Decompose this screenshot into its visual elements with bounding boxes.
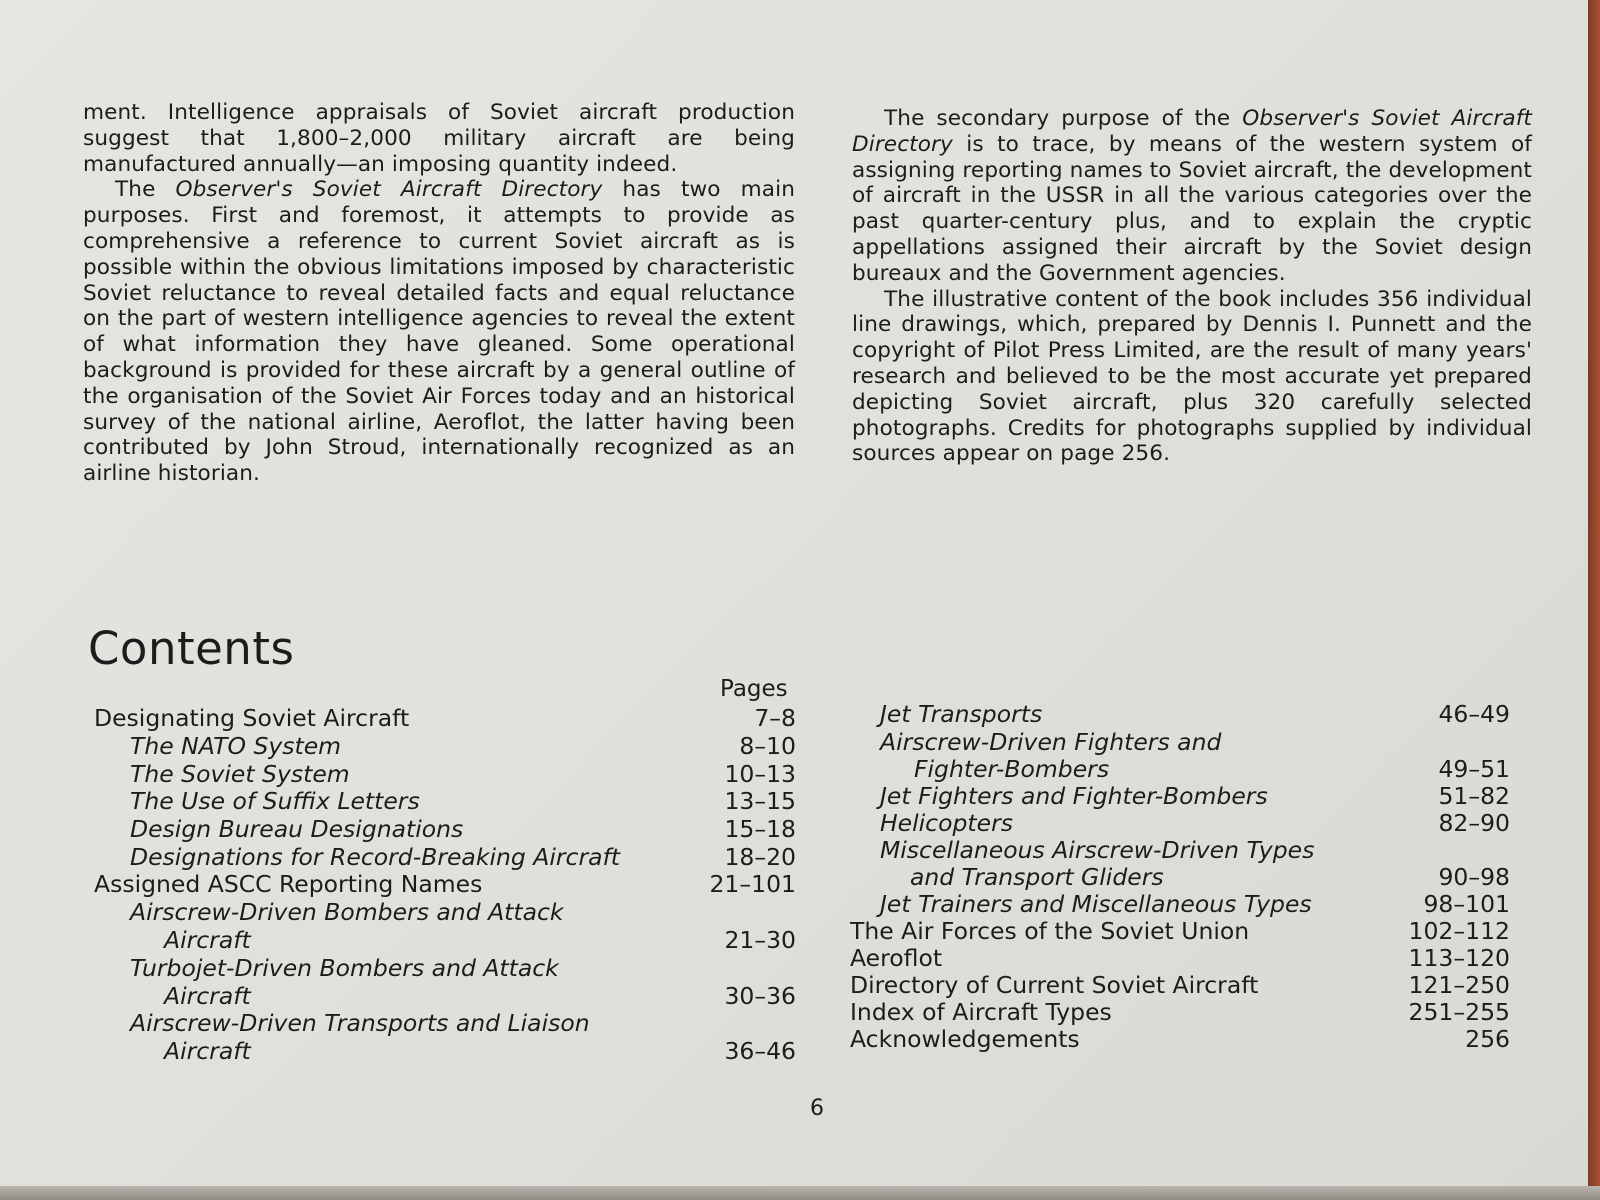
page-number: 6 [810,1096,824,1121]
toc-entry-title: Jet Transports [880,700,1043,728]
toc-entry-title: The Use of Suffix Letters [130,787,420,815]
toc-entry-pages: 82–90 [1438,809,1510,837]
toc-right-column [850,700,1510,1070]
toc-entry-title: Aircraft [164,982,251,1010]
toc-entry [94,760,796,788]
toc-entry-pages: 90–98 [1438,863,1510,891]
right-paragraph-1-rest: is to trace, by means of the western system of assigning reporting names to Soviet aircraft, the development of aircraft in the USSR in all the various categories over the past quarter-century plus, and to explain the cryptic appellations assigned their aircraft by the Soviet design bureaux and the Government agencies. [852,131,1532,286]
book-title-italic: Observer's Soviet Aircraft Directory [175,177,603,203]
toc-entry-title: Designating Soviet Aircraft [94,704,410,732]
left-text-column [83,100,795,487]
toc-entry [94,982,796,1010]
toc-entry-title: Designations for Record-Breaking Aircraft [130,843,620,871]
toc-entry [850,917,1510,945]
toc-entry-title: Design Bureau Designations [130,815,464,843]
left-paragraph-2-rest: has two main purposes. First and foremost, it attempts to provide as comprehensive a reference to current Soviet aircraft as is possible within the obvious limitations imposed by characteristic Soviet reluctance to reveal detailed facts and equal reluctance on the part of western intelligence agencies to reveal the extent of what information they have gleaned. Some operational background is provided for these aircraft by a general outline of the organisation of the Soviet Air Forces today and an historical survey of the national airline, Aeroflot, the latter having been contributed by John Stroud, internationally recognized as an airline historian. [83,177,795,487]
toc-entry-pages: 15–18 [724,815,796,843]
toc-entry-title: Aircraft [164,1037,251,1065]
toc-entry-pages: 21–101 [709,870,796,898]
toc-entry [850,782,1510,810]
toc-entry-title: Airscrew-Driven Fighters and [880,728,1222,756]
toc-entry-pages: 113–120 [1408,944,1510,972]
toc-entry [94,898,796,926]
left-paragraph-2 [83,177,795,487]
toc-entry [94,787,796,815]
toc-entry-pages: 51–82 [1438,782,1510,810]
toc-entry [94,843,796,871]
toc-entry-pages: 49–51 [1438,755,1510,783]
toc-entry [850,809,1510,837]
toc-entry-pages: 46–49 [1438,700,1510,728]
toc-entry-pages: 121–250 [1408,971,1510,999]
toc-entry [94,870,796,898]
toc-entry-pages: 7–8 [754,704,796,732]
toc-entry-title: The NATO System [130,732,342,760]
right-text-column [852,106,1532,467]
toc-entry-title: Miscellaneous Airscrew-Driven Types [880,836,1315,864]
toc-entry [850,971,1510,999]
toc-entry-pages: 256 [1465,1025,1510,1053]
toc-entry-title: Jet Trainers and Miscellaneous Types [880,890,1312,918]
toc-entry-pages: 13–15 [724,787,796,815]
toc-entry-pages: 98–101 [1423,890,1510,918]
toc-entry-title: Acknowledgements [850,1025,1080,1053]
contents-heading: Contents [88,622,295,675]
toc-entry-title: Assigned ASCC Reporting Names [94,870,483,898]
toc-entry [94,732,796,760]
toc-entry-title: Turbojet-Driven Bombers and Attack [130,954,559,982]
toc-entry-pages: 102–112 [1408,917,1510,945]
toc-entry-title: Directory of Current Soviet Aircraft [850,971,1259,999]
toc-entry [850,863,1510,891]
toc-entry [850,728,1510,756]
toc-entry-pages: 21–30 [724,926,796,954]
toc-entry-title: Fighter-Bombers [914,755,1110,783]
right-paragraph-1-lead: The secondary purpose of the [884,106,1243,131]
right-paragraph-1 [852,106,1532,287]
toc-entry-title: Index of Aircraft Types [850,998,1112,1026]
right-paragraph-2: The illustrative content of the book includes 356 individual line drawings, which, prepared by Dennis I. Punnett and the copyright of Pilot Press Limited, are the result of many years' research and believed to be the most accurate yet prepared depicting Soviet aircraft, plus 320 carefully selected photographs. Credits for photographs supplied by individual sources appear on page 256. [852,286,1532,467]
toc-entry [850,944,1510,972]
toc-entry-title: Airscrew-Driven Transports and Liaison [130,1009,590,1037]
toc-entry-pages: 251–255 [1408,998,1510,1026]
left-paragraph-2-lead: The [115,177,176,203]
toc-entry [94,1037,796,1065]
toc-entry-title: The Air Forces of the Soviet Union [850,917,1250,945]
toc-entry-title: Airscrew-Driven Bombers and Attack [130,898,564,926]
toc-entry [94,704,796,732]
book-title-italic: Observer's Soviet Aircraft Directory [852,106,1532,157]
toc-entry [850,755,1510,783]
toc-entry-title: Aircraft [164,926,251,954]
book-binding-edge [1588,0,1600,1200]
toc-entry [850,998,1510,1026]
toc-entry-pages: 10–13 [724,760,796,788]
toc-entry-pages: 30–36 [724,982,796,1010]
left-paragraph-1: ment. Intelligence appraisals of Soviet aircraft production suggest that 1,800–2,000 military aircraft are being manufactured annually—an imposing quantity indeed. [83,100,795,177]
toc-entry [850,700,1510,728]
toc-entry [850,890,1510,918]
toc-entry [850,836,1510,864]
toc-entry-pages: 8–10 [739,732,796,760]
toc-entry-title: Helicopters [880,809,1013,837]
toc-entry-pages: 18–20 [724,843,796,871]
toc-entry [850,1025,1510,1053]
toc-entry-title: Aeroflot [850,944,943,972]
toc-entry [94,1009,796,1037]
toc-entry-title: and Transport Gliders [910,863,1164,891]
toc-left-column [94,704,796,1084]
pages-column-header: Pages [720,676,788,702]
toc-entry-pages: 36–46 [724,1037,796,1065]
toc-entry [94,926,796,954]
page-bottom-edge [0,1186,1600,1200]
toc-entry [94,954,796,982]
toc-entry-title: Jet Fighters and Fighter-Bombers [880,782,1268,810]
toc-entry [94,815,796,843]
toc-entry-title: The Soviet System [130,760,350,788]
